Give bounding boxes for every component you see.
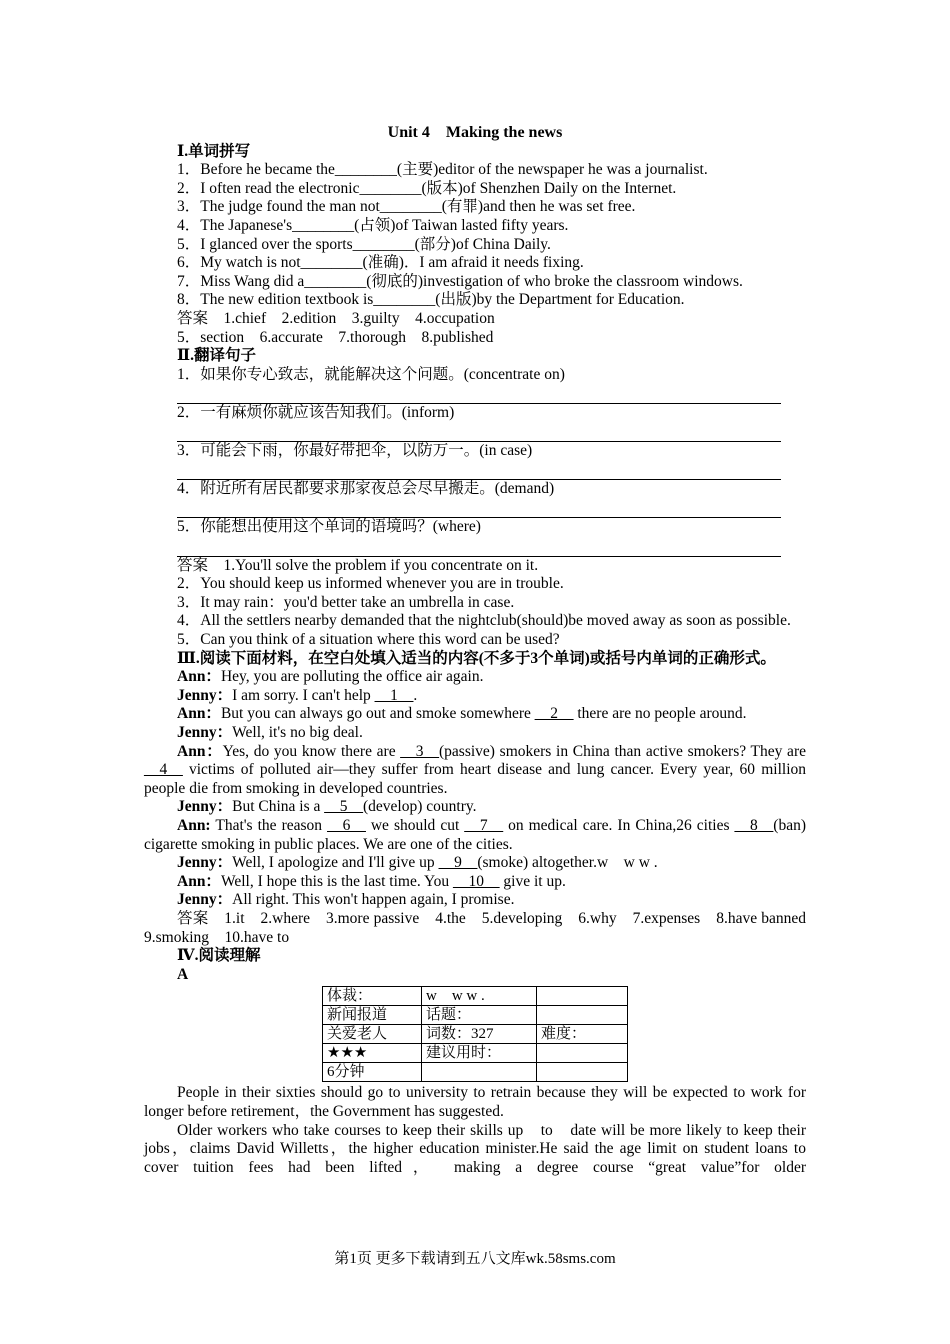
line-text: But you can always go out and smoke somewhere: [220, 705, 535, 723]
s1-item: 2．I often read the electronic________(版本)of Shenzhen Daily on the Internet.: [177, 179, 677, 197]
answer-blank-line: [177, 423, 781, 443]
dialogue-line: [144, 724, 806, 743]
table-row: [323, 1044, 628, 1063]
table-cell: 词数：327: [422, 1025, 537, 1044]
s1-item: 4．The Japanese's________(占领)of Taiwan lasted fifty years.: [177, 216, 569, 234]
table-cell: [537, 1006, 628, 1025]
s2-answer: 答案 1.You'll solve the problem if you concentrate on it.: [177, 556, 539, 574]
line-text: All right. This won't happen again, I promise.: [232, 891, 515, 909]
line-text: give it up.: [499, 872, 566, 890]
blank-10: __10__: [453, 872, 500, 890]
dialogue-line: [144, 854, 806, 873]
s2-item: 1．如果你专心致志，就能解决这个问题。(concentrate on): [177, 365, 565, 383]
s1-item: 6．My watch is not________(准确)．I am afraid it needs fixing.: [177, 254, 584, 272]
s2-item: 2．一有麻烦你就应该告知我们。(inform): [177, 403, 455, 421]
dialogue-line: [144, 817, 806, 854]
dialogue-line: [144, 798, 806, 817]
blank-7: __7__: [464, 816, 504, 834]
s1-answer: 答案 1.chief 2.edition 3.guilty 4.occupation: [177, 309, 495, 327]
passage-paragraph: People in their sixties should go to university to retrain because they will be expected to work for longer before retirement，the Government has suggested.: [144, 1084, 806, 1120]
table-cell: [422, 1063, 537, 1082]
answer-blank-line: [177, 537, 781, 557]
table-cell: 建议用时：: [422, 1044, 537, 1063]
blank-9: __9__: [438, 854, 478, 872]
line-text: victims of polluted air—they suffer from heart disease and lung cancer. Every year, 60 million people die from smoking in developed countries.: [144, 761, 806, 797]
blank-1: __1__: [374, 686, 414, 704]
speaker: Jenny：: [177, 686, 233, 704]
s2-answer: 4．All the settlers nearby demanded that the nightclub(should)be moved away as soon as possible.: [177, 612, 791, 630]
s2-answer: 3．It may rain：you'd better take an umbrella in case.: [177, 593, 515, 611]
line-text: (smoke) altogether.w w w .: [477, 854, 658, 872]
table-cell: [537, 987, 628, 1006]
table-row: [323, 987, 628, 1006]
speaker: Ann：: [177, 668, 221, 686]
blank-8: __8__: [734, 816, 774, 834]
speaker: Jenny：: [177, 891, 233, 909]
line-text: we should cut: [365, 816, 465, 834]
page-title: Unit 4 Making the news: [387, 124, 563, 141]
speaker: Jenny：: [177, 798, 233, 816]
dialogue-line: [144, 891, 806, 910]
line-text: (develop) country.: [363, 798, 477, 816]
passage-paragraph: Older workers who take courses to keep their skills up to date will be more likely to keep their jobs，claims David Willetts，the higher education minister.He said the age limit on student loans to cover tuition fees had been lifted， making a degree course “great value”for older: [144, 1121, 806, 1176]
s3-answer: 答案 1.it 2.where 3.more passive 4.the 5.developing 6.why 7.expenses 8.have banned 9.smoking 10.have to: [144, 909, 822, 946]
line-text: (passive) smokers in China than active smokers? They are: [439, 742, 806, 760]
table-cell: [537, 1063, 628, 1082]
section-1-heading: Ⅰ.单词拼写: [177, 142, 251, 160]
s1-item: 3．The judge found the man not________(有罪)and then he was set free.: [177, 198, 636, 216]
blank-5: __5__: [324, 798, 364, 816]
line-text: .: [413, 686, 418, 704]
table-cell: w w w .: [422, 987, 537, 1006]
section-2-heading: Ⅱ.翻译句子: [177, 347, 256, 365]
dialogue-line: [144, 743, 806, 799]
line-text: But China is a: [232, 798, 325, 816]
table-cell: 话题：: [422, 1006, 537, 1025]
section-3-heading: Ⅲ.阅读下面材料，在空白处填入适当的内容(不多于3个单词)或括号内单词的正确形式。: [177, 649, 776, 667]
blank-3: __3__: [400, 742, 440, 760]
line-text: Yes, do you know there are: [222, 742, 401, 760]
line-text: (ban) cigarette smoking in public places. We are one of the cities.: [144, 816, 806, 853]
dialogue-line: [144, 873, 806, 892]
line-text: Well, it's no big deal.: [232, 724, 363, 741]
s2-answer: 2．You should keep us informed whenever you are in trouble.: [177, 575, 564, 593]
table-row: [323, 1006, 628, 1025]
s2-answer: 5．Can you think of a situation where this word can be used?: [177, 631, 560, 649]
table-row: [323, 1025, 628, 1044]
passage-info-table: [322, 986, 628, 1082]
table-cell: 新闻报道: [323, 1006, 422, 1025]
s2-item: 5．你能想出使用这个单词的语境吗？(where): [177, 518, 481, 536]
s1-item: 8．The new edition textbook is________(出版)by the Department for Education.: [177, 291, 685, 309]
line-text: on medical care. In China,26 cities: [503, 816, 735, 834]
line-text: Well, I apologize and I'll give up: [232, 854, 439, 872]
line-text: That's the reason: [210, 816, 328, 834]
dialogue-line: [144, 705, 806, 724]
s1-item: 5．I glanced over the sports________(部分)of China Daily.: [177, 235, 551, 253]
s1-item: 7．Miss Wang did a________(彻底的)investigation of who broke the classroom windows.: [177, 272, 743, 290]
answer-blank-line: [177, 384, 781, 404]
passage-label: A: [177, 965, 189, 983]
document-content: [144, 124, 822, 1177]
speaker: Ann：: [177, 705, 221, 723]
speaker: Ann:: [177, 816, 211, 834]
blank-4: __4__: [144, 761, 183, 779]
table-cell: 难度：: [537, 1025, 628, 1044]
speaker: Jenny：: [177, 724, 233, 741]
table-cell: 6分钟: [323, 1063, 422, 1082]
s1-answer: 5．section 6.accurate 7.thorough 8.published: [177, 328, 494, 346]
table-cell: [537, 1044, 628, 1063]
speaker: Ann：: [177, 742, 223, 760]
line-text: there are no people around.: [573, 705, 747, 723]
page-footer: 第1页 更多下载请到五八文库wk.58sms.com: [334, 1251, 616, 1267]
blank-6: __6__: [327, 816, 366, 834]
difficulty-stars: ★★★: [323, 1044, 422, 1063]
dialogue-line: [144, 668, 806, 687]
speaker: Ann：: [177, 872, 221, 890]
line-text: Hey, you are polluting the office air again.: [220, 668, 484, 686]
speaker: Jenny：: [177, 854, 233, 872]
s1-item: 1．Before he became the________(主要)editor of the newspaper he was a journalist.: [177, 161, 708, 179]
section-4-heading: Ⅳ.阅读理解: [177, 947, 261, 965]
s2-item: 3．可能会下雨，你最好带把伞，以防万一。(in case): [177, 442, 533, 460]
dialogue-line: [144, 687, 806, 706]
table-cell: 体裁：: [323, 987, 422, 1006]
answer-blank-line: [177, 461, 781, 481]
answer-blank-line: [177, 499, 781, 519]
line-text: Well, I hope this is the last time. You: [220, 872, 454, 890]
table-cell: 关爱老人: [323, 1025, 422, 1044]
line-text: I am sorry. I can't help: [232, 686, 375, 704]
blank-2: __2__: [534, 705, 574, 723]
table-row: [323, 1063, 628, 1082]
s2-item: 4．附近所有居民都要求那家夜总会尽早搬走。(demand): [177, 480, 555, 498]
